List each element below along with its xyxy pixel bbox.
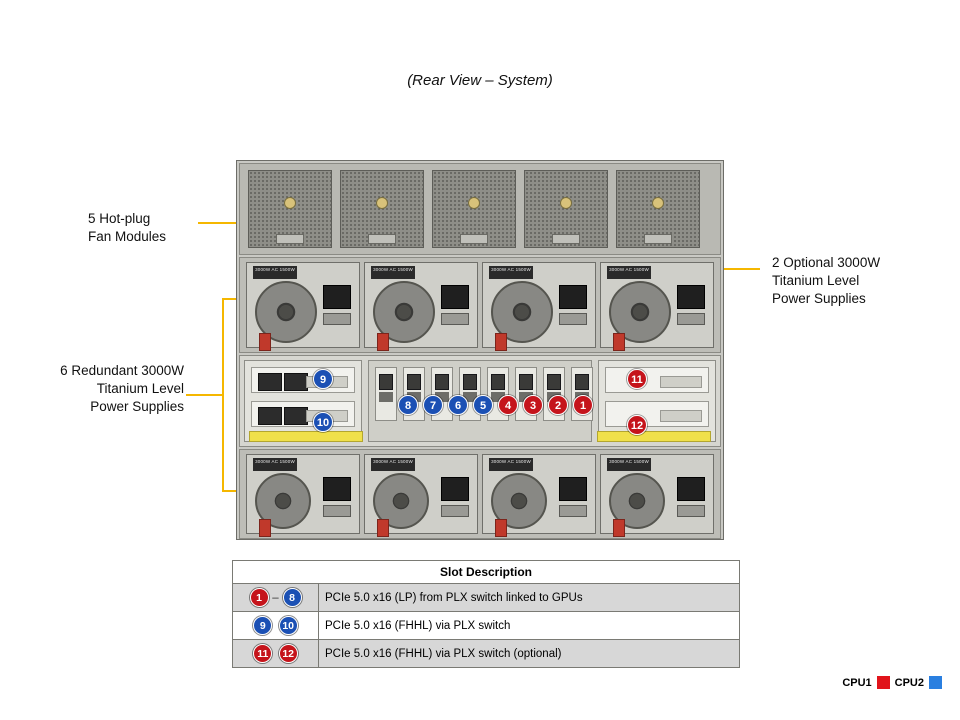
slot-badge-9[interactable]: 9 bbox=[253, 616, 272, 635]
gpu-slot[interactable] bbox=[375, 367, 397, 421]
callout-fan-modules bbox=[88, 210, 198, 246]
gpu-connector bbox=[407, 374, 421, 390]
psu-power-socket[interactable] bbox=[677, 477, 705, 501]
screw-icon bbox=[376, 197, 388, 209]
psu-latch[interactable] bbox=[259, 519, 271, 537]
cpu-legend bbox=[842, 676, 942, 689]
slot-badge-8[interactable]: 8 bbox=[283, 588, 302, 607]
gpu-connector bbox=[575, 374, 589, 390]
legend-label-cpu1: CPU1 bbox=[842, 676, 872, 689]
psu-switch[interactable] bbox=[441, 313, 469, 325]
slot-badge-9[interactable]: 9 bbox=[313, 369, 333, 389]
fan-module[interactable] bbox=[524, 170, 608, 248]
fan-handle[interactable] bbox=[552, 234, 580, 244]
callout-optional-power-supplies bbox=[772, 254, 952, 308]
gpu-connector bbox=[519, 374, 533, 390]
table-row bbox=[233, 584, 740, 612]
power-supply-module[interactable] bbox=[600, 262, 714, 348]
callout-optional-line3: Power Supplies bbox=[772, 291, 866, 306]
slot-badge-1[interactable]: 1 bbox=[573, 395, 593, 415]
psu-power-socket[interactable] bbox=[441, 477, 469, 501]
psu-rating-label: 3000W AC 1500W bbox=[489, 458, 533, 471]
badge-separator: – bbox=[272, 591, 279, 604]
gpu-connector bbox=[379, 374, 393, 390]
psu-latch[interactable] bbox=[259, 333, 271, 351]
psu-switch[interactable] bbox=[323, 505, 351, 517]
slot-badge-10[interactable]: 10 bbox=[279, 616, 298, 635]
top-power-supply-band bbox=[239, 257, 721, 353]
psu-switch[interactable] bbox=[559, 505, 587, 517]
psu-power-socket[interactable] bbox=[559, 285, 587, 309]
legend-swatch-cpu1 bbox=[877, 676, 890, 689]
psu-rating-label: 3000W AC 1500W bbox=[371, 266, 415, 279]
callout-optional-line2: Titanium Level bbox=[772, 273, 860, 288]
right-riser-cage bbox=[598, 360, 716, 442]
psu-rating-label: 3000W AC 1500W bbox=[607, 266, 651, 279]
psu-latch[interactable] bbox=[613, 519, 625, 537]
slot-badge-7[interactable]: 7 bbox=[423, 395, 443, 415]
psu-switch[interactable] bbox=[677, 313, 705, 325]
row-description: PCIe 5.0 x16 (FHHL) via PLX switch (optional) bbox=[319, 640, 740, 668]
psu-switch[interactable] bbox=[441, 505, 469, 517]
legend-label-cpu2: CPU2 bbox=[894, 676, 924, 689]
leader-line-redundant-v bbox=[222, 298, 224, 492]
psu-power-socket[interactable] bbox=[323, 477, 351, 501]
power-supply-module[interactable] bbox=[600, 454, 714, 534]
row-badges bbox=[233, 640, 319, 668]
power-supply-module[interactable] bbox=[246, 262, 360, 348]
slot-description-table bbox=[232, 560, 740, 668]
card-bracket bbox=[660, 410, 702, 422]
slot-badge-2[interactable]: 2 bbox=[548, 395, 568, 415]
card-bracket bbox=[660, 376, 702, 388]
callout-redundant-line2: Titanium Level bbox=[96, 381, 184, 396]
fan-module[interactable] bbox=[432, 170, 516, 248]
psu-latch[interactable] bbox=[377, 519, 389, 537]
slot-badge-5[interactable]: 5 bbox=[473, 395, 493, 415]
slot-badge-1[interactable]: 1 bbox=[250, 588, 269, 607]
lp-expansion-card[interactable] bbox=[251, 367, 355, 393]
psu-power-socket[interactable] bbox=[677, 285, 705, 309]
slot-badge-8[interactable]: 8 bbox=[398, 395, 418, 415]
page-title: (Rear View – System) bbox=[407, 72, 553, 89]
fan-module-band bbox=[239, 163, 721, 255]
psu-power-socket[interactable] bbox=[441, 285, 469, 309]
psu-switch[interactable] bbox=[677, 505, 705, 517]
callout-redundant-line3: Power Supplies bbox=[90, 399, 184, 414]
slot-badge-12[interactable]: 12 bbox=[279, 644, 298, 663]
fhhl-expansion-card[interactable] bbox=[605, 401, 709, 427]
fan-handle[interactable] bbox=[276, 234, 304, 244]
psu-switch[interactable] bbox=[323, 313, 351, 325]
network-port-icon[interactable] bbox=[284, 373, 308, 391]
network-port-icon[interactable] bbox=[284, 407, 308, 425]
row-badges bbox=[233, 584, 319, 612]
callout-redundant-power-supplies bbox=[18, 362, 184, 416]
screw-icon bbox=[560, 197, 572, 209]
psu-latch[interactable] bbox=[495, 519, 507, 537]
callout-optional-line1: 2 Optional 3000W bbox=[772, 255, 881, 270]
psu-power-socket[interactable] bbox=[559, 477, 587, 501]
fan-module[interactable] bbox=[616, 170, 700, 248]
power-supply-module[interactable] bbox=[482, 454, 596, 534]
psu-rating-label: 3000W AC 1500W bbox=[371, 458, 415, 471]
slot-badge-11[interactable]: 11 bbox=[253, 644, 272, 663]
warning-strip bbox=[597, 431, 711, 442]
screw-icon bbox=[468, 197, 480, 209]
lp-expansion-card[interactable] bbox=[251, 401, 355, 427]
callout-redundant-line1: 6 Redundant 3000W bbox=[60, 363, 184, 378]
fan-handle[interactable] bbox=[368, 234, 396, 244]
slot-badge-6[interactable]: 6 bbox=[448, 395, 468, 415]
row-description: PCIe 5.0 x16 (FHHL) via PLX switch bbox=[319, 612, 740, 640]
power-supply-module[interactable] bbox=[364, 454, 478, 534]
gpu-connector bbox=[463, 374, 477, 390]
psu-latch[interactable] bbox=[377, 333, 389, 351]
psu-rating-label: 3000W AC 1500W bbox=[489, 266, 533, 279]
fan-module[interactable] bbox=[340, 170, 424, 248]
table-header-slot-description: Slot Description bbox=[233, 561, 740, 584]
fan-handle[interactable] bbox=[644, 234, 672, 244]
slot-badge-12[interactable]: 12 bbox=[627, 415, 647, 435]
server-rear-view bbox=[236, 160, 724, 540]
slot-badge-3[interactable]: 3 bbox=[523, 395, 543, 415]
legend-swatch-cpu2 bbox=[929, 676, 942, 689]
fhhl-expansion-card[interactable] bbox=[605, 367, 709, 393]
gpu-connector bbox=[491, 374, 505, 390]
callout-fan-modules-line1: 5 Hot-plug bbox=[88, 211, 151, 226]
left-riser-cage bbox=[244, 360, 362, 442]
psu-latch[interactable] bbox=[495, 333, 507, 351]
psu-rating-label: 3000W AC 1500W bbox=[607, 458, 651, 471]
slot-badge-10[interactable]: 10 bbox=[313, 412, 333, 432]
fan-module[interactable] bbox=[248, 170, 332, 248]
table-row bbox=[233, 612, 740, 640]
row-badges bbox=[233, 612, 319, 640]
slot-badge-11[interactable]: 11 bbox=[627, 369, 647, 389]
power-supply-module[interactable] bbox=[364, 262, 478, 348]
psu-rating-label: 3000W AC 1500W bbox=[253, 266, 297, 279]
power-supply-module[interactable] bbox=[246, 454, 360, 534]
psu-switch[interactable] bbox=[559, 313, 587, 325]
gpu-connector bbox=[435, 374, 449, 390]
callout-fan-modules-line2: Fan Modules bbox=[88, 229, 167, 244]
screw-icon bbox=[284, 197, 296, 209]
fan-handle[interactable] bbox=[460, 234, 488, 244]
gpu-vent bbox=[379, 392, 393, 402]
table-row bbox=[233, 640, 740, 668]
table-header-row bbox=[233, 561, 740, 584]
screw-icon bbox=[652, 197, 664, 209]
power-supply-module[interactable] bbox=[482, 262, 596, 348]
psu-rating-label: 3000W AC 1500W bbox=[253, 458, 297, 471]
psu-power-socket[interactable] bbox=[323, 285, 351, 309]
slot-badge-4[interactable]: 4 bbox=[498, 395, 518, 415]
gpu-connector bbox=[547, 374, 561, 390]
network-port-icon[interactable] bbox=[258, 373, 282, 391]
leader-line-redundant-h bbox=[186, 394, 224, 396]
row-description: PCIe 5.0 x16 (LP) from PLX switch linked to GPUs bbox=[319, 584, 740, 612]
warning-strip bbox=[249, 431, 363, 442]
psu-latch[interactable] bbox=[613, 333, 625, 351]
network-port-icon[interactable] bbox=[258, 407, 282, 425]
bottom-power-supply-band bbox=[239, 449, 721, 539]
